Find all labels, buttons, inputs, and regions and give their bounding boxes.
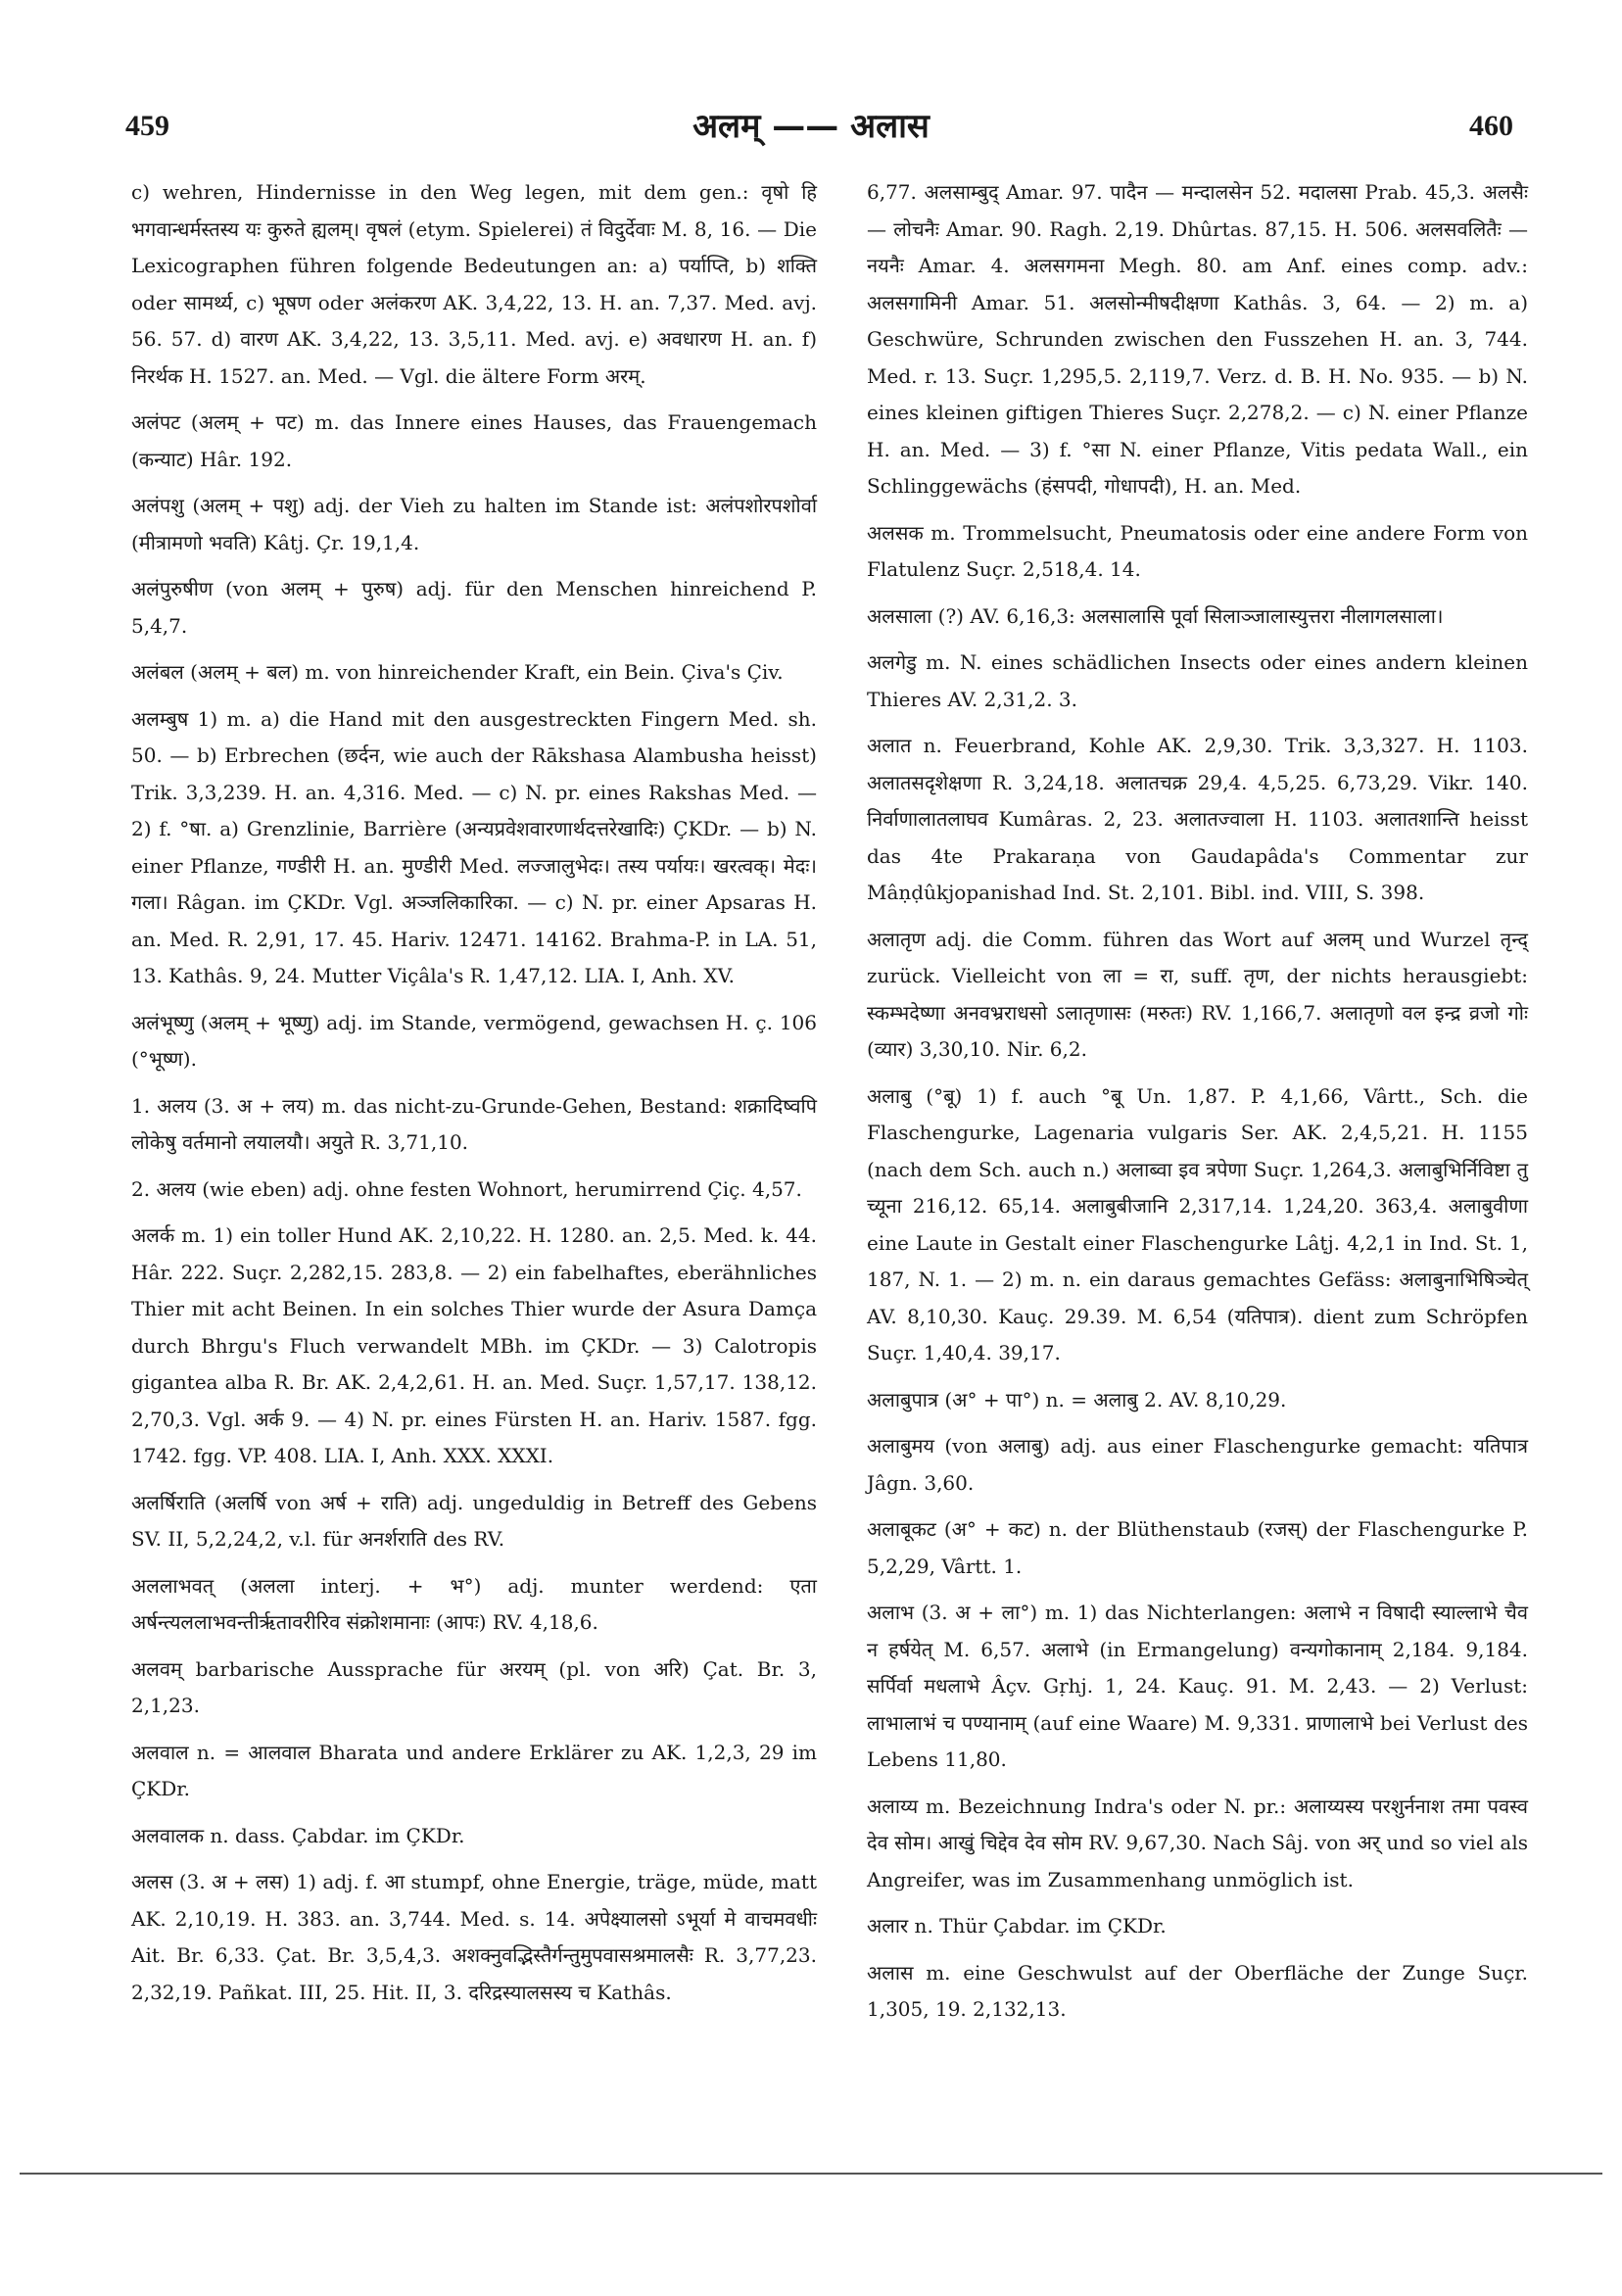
dictionary-entry: अलात n. Feuerbrand, Kohle AK. 2,9,30. Trik. 3,3,327. H. 1103. अलातसदृशेक्षणा R. 3,24,18. अलातचक्र 29,4. 4,5,25. 6,73,29. Vikr. 140. निर्वाणालातलाघव Kumâras. 2, 23. अलातज्वाला H. 1103. अलातशान्ति heisst das 4te Prakaraṇa von Gaudapâda's Commentar zur Mâṇḍûkjopanishad Ind. St. 2,101. Bibl. ind. VIII, S. 398. <box>867 734 1528 904</box>
dictionary-entry: 6,77. अलसाम्बुद् Amar. 97. पादैन — मन्दालसेन 52. मदालसा Prab. 45,3. अलसैः — लोचनैः Amar. 90. Ragh. 2,19. Dhûrtas. 87,15. H. 506. अलसवलितैः — नयनैः Amar. 4. अलसगमना Megh. 80. am Anf. eines comp. adv.: अलसगामिनी Amar. 51. अलसोन्मीषदीक्षणा Kathâs. 3, 64. — 2) m. a) Geschwüre, Schrunden zwischen den Fusszehen H. an. 3, 744. Med. r. 13. Suçr. 1,295,5. 2,119,7. Verz. d. B. H. No. 935. — b) N. eines kleinen giftigen Thieres Suçr. 2,278,2. — c) N. einer Pflanze H. an. Med. — 3) f. °सा N. einer Pflanze, Vitis pedata Wall., ein Schlinggewächs (हंसपदी, गोधापदी), H. an. Med. <box>867 180 1528 498</box>
dictionary-entry: अलाय्य m. Bezeichnung Indra's oder N. pr.: अलाय्यस्य परशुर्ननाश तमा पवस्व देव सोम। आखुं चिद्देव देव सोम RV. 9,67,30. Nach Sâj. von अर् und so viel als Angreifer, was im Zusammenhang unmöglich ist. <box>867 1794 1528 1891</box>
dictionary-entry: अलार n. Thür Çabdar. im ÇKDr. <box>867 1914 1167 1937</box>
dictionary-entry: अलातृण adj. die Comm. führen das Wort auf अलम् und Wurzel तृन्द् zurück. Vielleicht von ला = रा, suff. तृण, der nichts herausgiebt: स्कम्भदेष्णा अनवभ्रराधसो ऽलातृणासः (मरुतः) RV. 1,166,7. अलातृणो वल इन्द्र व्रजो गोः (व्यार) 3,30,10. Nir. 6,2. <box>867 927 1528 1061</box>
dictionary-entry: अलाबूकट (अ° + कट) n. der Blüthenstaub (रजस्) der Flaschengurke P. 5,2,29, Vârtt. 1. <box>867 1517 1528 1578</box>
dictionary-entry: अलम्बुष 1) m. a) die Hand mit den ausgestreckten Fingern Med. sh. 50. — b) Erbrechen (छर्दन, wie auch der Rākshasa Alambusha heisst) Trik. 3,3,239. H. an. 4,316. Med. — c) N. pr. eines Rakshas Med. — 2) f. °षा. a) Grenzlinie, Barrière (अन्यप्रवेशवारणार्थदत्तरेखादिः) ÇKDr. — b) N. einer Pflanze, गण्डीरी H. an. मुण्डीरी Med. लज्जालुभेदः। तस्य पर्यायः। खरत्वक्। मेदः। गला। Râgan. im ÇKDr. Vgl. अञ्जलिकारिका. — c) N. pr. einer Apsaras H. an. Med. R. 2,91, 17. 45. Hariv. 12471. 14162. Brahma-P. in LA. 51, 13. Kathâs. 9, 24. Mutter Viçâla's R. 1,47,12. LIA. I, Anh. XV. <box>131 706 817 987</box>
dictionary-entry: c) wehren, Hindernisse in den Weg legen, mit dem gen.: वृषो हि भगवान्धर्मस्तस्य यः कुरुते ह्यलम्। वृषलं (etym. Spielerei) तं विदुर्देवाः M. 8, 16. — Die Lexicographen führen folgende Bedeutungen an: a) पर्याप्ति, b) शक्ति oder सामर्थ्य, c) भूषण oder अलंकरण AK. 3,4,22, 13. H. an. 7,37. Med. avj. 56. 57. d) वारण AK. 3,4,22, 13. 3,5,11. Med. avj. e) अवधारण H. an. f) निरर्थक H. 1527. an. Med. — Vgl. die ältere Form अरम्. <box>131 180 817 388</box>
dictionary-entry: अलाबुमय (von अलाबु) adj. aus einer Flaschengurke gemacht: यतिपात्र Jâgn. 3,60. <box>867 1434 1528 1495</box>
dictionary-entry: अलवम् barbarische Aussprache für अरयम् (pl. von अरि) Çat. Br. 3, 2,1,23. <box>131 1656 817 1717</box>
dictionary-entry: अलंपशु (अलम् + पशु) adj. der Vieh zu halten im Stande ist: अलंपशोरपशोर्वा (मीत्रामणो भवति) Kâtj. Çr. 19,1,4. <box>131 494 817 554</box>
dictionary-entry: अलंपट (अलम् + पट) m. das Innere eines Hauses, das Frauengemach (कन्याट) Hâr. 192. <box>131 410 817 471</box>
dictionary-entry: अललाभवत् (अलला interj. + भ°) adj. munter werdend: एता अर्षन्त्यललाभवन्तीर्ऋतावरीरिव संक्रोशमानाः (आपः) RV. 4,18,6. <box>131 1573 817 1634</box>
dictionary-entry: अलंपुरुषीण (von अलम् + पुरुष) adj. für den Menschen hinreichend P. 5,4,7. <box>131 577 817 638</box>
dictionary-entry: अलर्षिराति (अलर्षि von अर्ष + राति) adj. ungeduldig in Betreff des Gebens SV. II, 5,2,24,2, v.l. für अनर्शराति des RV. <box>131 1490 817 1551</box>
dictionary-entry: अलर्क m. 1) ein toller Hund AK. 2,10,22. H. 1280. an. 2,5. Med. k. 44. Hâr. 222. Suçr. 2,282,15. 283,8. — 2) ein fabelhaftes, eberähnliches Thier mit acht Beinen. In ein solches Thier wurde der Asura Damça durch Bhrgu's Fluch verwandelt MBh. im ÇKDr. — 3) Calotropis gigantea alba R. Br. AK. 2,4,2,61. H. an. Med. Suçr. 1,57,17. 138,12. 2,70,3. Vgl. अर्क 9. — 4) N. pr. eines Fürsten H. an. Hariv. 1587. fgg. 1742. fgg. VP. 408. LIA. I, Anh. XXX. XXXI. <box>131 1223 817 1467</box>
dictionary-entry: अलसाला (?) AV. 6,16,3: अलसालासि पूर्वा सिलाञ्जालास्युत्तरा नीलागलसाला। <box>867 603 1444 628</box>
page-number-right: 460 <box>1469 110 1513 142</box>
right-column <box>867 174 1528 2038</box>
dictionary-entry: अलाबु (°बू) 1) f. auch °बू Un. 1,87. P. 4,1,66, Vârtt., Sch. die Flaschengurke, Lagenaria vulgaris Ser. AK. 2,4,5,21. H. 1155 (nach dem Sch. auch n.) अलाब्वा इव त्रपेणा Suçr. 1,264,3. अलाबुभिर्निविष्टा तु च्यूना 216,12. 65,14. अलाबुबीजानि 2,317,14. 1,24,20. 363,4. अलाबुवीणा eine Laute in Gestalt einer Flaschengurke Lâṭj. 4,2,1 in Ind. St. 1, 187, N. 1. — 2) m. n. ein daraus gemachtes Gefäss: अलाबुनाभिषिञ्चेत् AV. 8,10,30. Kauç. 29.39. M. 6,54 (यतिपात्र). dient zum Schröpfen Suçr. 1,40,4. 39,17. <box>867 1083 1528 1364</box>
page-number-left: 459 <box>125 110 169 142</box>
dictionary-entry: अलंभूष्णु (अलम् + भूष्णु) adj. im Stande, vermögend, gewachsen H. ç. 106 (°भूष्ण). <box>131 1010 817 1071</box>
left-column <box>131 174 817 2021</box>
bottom-divider <box>20 2173 1602 2175</box>
dictionary-entry: अलगेडु m. N. eines schädlichen Insects oder eines andern kleinen Thieres AV. 2,31,2. 3. <box>867 650 1528 711</box>
dictionary-entry: अलाबुपात्र (अ° + पा°) n. = अलाबु 2. AV. 8,10,29. <box>867 1387 1287 1411</box>
dictionary-entry: अलाभ (3. अ + ला°) m. 1) das Nichterlangen: अलाभे न विषादी स्याल्लाभे चैव न हर्षयेत् M. 6,57. अलाभे (in Ermangelung) वन्यगोकानाम् 2,184. 9,184. सर्पिर्वा मधलाभे Âçv. Gṛhj. 1, 24. Kauç. 91. M. 2,43. — 2) Verlust: लाभालाभं च पण्यानाम् (auf eine Waare) M. 9,331. प्राणालाभे bei Verlust des Lebens 11,80. <box>867 1601 1528 1771</box>
dictionary-entry: अलवाल n. = आलवाल Bharata und andere Erklärer zu AK. 1,2,3, 29 im ÇKDr. <box>131 1740 817 1800</box>
dictionary-entry: 1. अलय (3. अ + लय) m. das nicht-zu-Grunde-Gehen, Bestand: शक्रादिष्वपि लोकेषु वर्तमानो लयालयौ। अयुते R. 3,71,10. <box>131 1093 817 1154</box>
running-title: अलम् —— अलास <box>692 107 930 146</box>
dictionary-entry: अलस (3. अ + लस) 1) adj. f. आ stumpf, ohne Energie, träge, müde, matt AK. 2,10,19. H. 383. an. 3,744. Med. s. 14. अपेक्ष्यालसो ऽभूर्या मे वाचमवधीः Ait. Br. 6,33. Çat. Br. 3,5,4,3. अशक्नुवद्भिस्तैर्गन्तुमुपवासश्रमालसैः R. 3,77,23. 2,32,19. Pañkat. III, 25. Hit. II, 3. दरिद्रस्यालसस्य च Kathâs. <box>131 1870 817 2004</box>
dictionary-entry: अलंबल (अलम् + बल) m. von hinreichender Kraft, ein Bein. Çiva's Çiv. <box>131 660 784 684</box>
dictionary-entry: अलास m. eine Geschwulst auf der Oberfläche der Zunge Suçr. 1,305, 19. 2,132,13. <box>867 1960 1528 2021</box>
dictionary-entry: अलसक m. Trommelsucht, Pneumatosis oder eine andere Form von Flatulenz Suçr. 2,518,4. 14. <box>867 520 1528 581</box>
dictionary-entry: 2. अलय (wie eben) adj. ohne festen Wohnort, herumirrend Çiç. 4,57. <box>131 1176 802 1201</box>
dictionary-entry: अलवालक n. dass. Çabdar. im ÇKDr. <box>131 1823 465 1847</box>
